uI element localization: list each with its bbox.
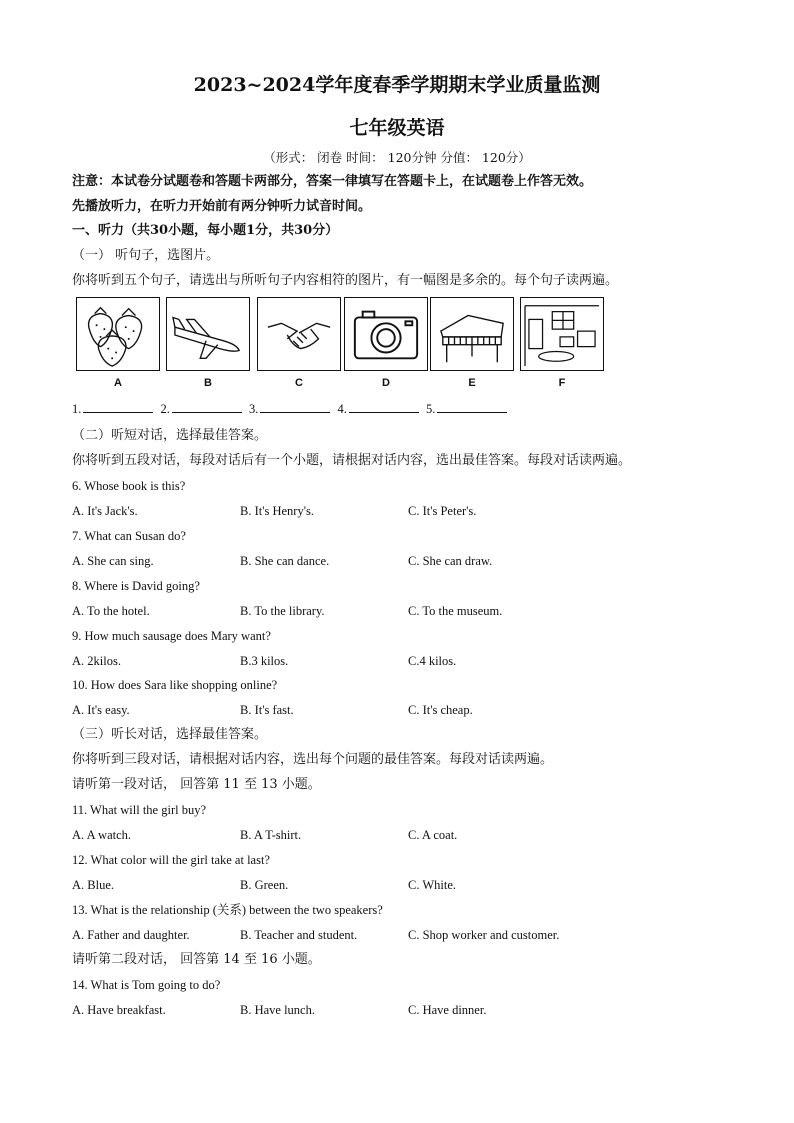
picture-label-b: B [204, 377, 212, 389]
handshake-icon [257, 297, 341, 371]
piano-icon [430, 297, 514, 371]
q13-option-c: C. Shop worker and customer. [408, 928, 560, 942]
exam-info: （形式： 闭卷 时间： 120分钟 分值： 120分） [263, 150, 531, 165]
q12-option-c: C. White. [408, 878, 457, 892]
q8-option-b: B. To the library. [240, 604, 325, 618]
picture-label-f: F [558, 377, 566, 389]
part1-instruction: 你将听到五个句子，请选出与所听句子内容相符的图片，有一幅图是多余的。每个句子读两遍。 [72, 273, 619, 288]
q9-option-c: C.4 kilos. [408, 654, 457, 668]
q12-option-a: A. Blue. [72, 878, 115, 892]
q7-option-b: B. She can dance. [240, 554, 330, 568]
q11-option-a: A. A watch. [72, 828, 132, 842]
question-7: 7. What can Susan do? [72, 529, 186, 543]
question-12: 12. What color will the girl take at last? [72, 853, 270, 867]
note-2: 先播放听力，在听力开始前有两分钟听力试音时间。 [72, 199, 372, 214]
part2-heading: （二）听短对话，选择最佳答案。 [72, 428, 268, 443]
q10-option-c: C. It's cheap. [408, 703, 473, 717]
blank-label-5: 5. [426, 402, 436, 416]
blank-label-3: 3. [249, 402, 259, 416]
blank-label-4: 4. [337, 402, 347, 416]
question-6: 6. Whose book is this? [72, 479, 186, 493]
q12-option-b: B. Green. [240, 878, 289, 892]
q9-option-b: B.3 kilos. [240, 654, 289, 668]
picture-options [76, 297, 606, 395]
dialogue-1-prompt: 请听第一段对话， 回答第 11 至 13 小题。 [72, 777, 321, 792]
question-13: 13. What is the relationship (关系) between the two speakers? [72, 903, 383, 917]
question-9: 9. How much sausage does Mary want? [72, 629, 271, 643]
q6-option-a: A. It's Jack's. [72, 504, 138, 518]
exam-title: 2023~2024学年度春季学期期末学业质量监测 [193, 74, 601, 96]
answer-blanks [72, 400, 511, 417]
q10-option-b: B. It's fast. [240, 703, 294, 717]
answer-blank-1[interactable] [83, 400, 153, 413]
airplane-icon [166, 297, 250, 371]
part2-instruction: 你将听到五段对话，每段对话后有一个小题，请根据对话内容，选出最佳答案。每段对话读两遍。 [72, 453, 632, 468]
part3-instruction: 你将听到三段对话，请根据对话内容，选出每个问题的最佳答案。每段对话读两遍。 [72, 752, 554, 767]
q10-option-a: A. It's easy. [72, 703, 130, 717]
blank-label-2: 2. [160, 402, 170, 416]
exam-subject: 七年级英语 [349, 117, 445, 139]
question-11: 11. What will the girl buy? [72, 803, 207, 817]
dialogue-2-prompt: 请听第二段对话， 回答第 14 至 16 小题。 [72, 952, 321, 967]
part1-heading: （一） 听句子，选图片。 [72, 248, 220, 263]
answer-blank-3[interactable] [260, 400, 330, 413]
q13-option-a: A. Father and daughter. [72, 928, 190, 942]
answer-blank-5[interactable] [437, 400, 507, 413]
q8-option-a: A. To the hotel. [72, 604, 150, 618]
q11-option-c: C. A coat. [408, 828, 458, 842]
q8-option-c: C. To the museum. [408, 604, 503, 618]
q9-option-a: A. 2kilos. [72, 654, 121, 668]
picture-label-c: C [295, 377, 303, 389]
part3-heading: （三）听长对话，选择最佳答案。 [72, 727, 268, 742]
question-14: 14. What is Tom going to do? [72, 978, 221, 992]
answer-blank-2[interactable] [172, 400, 242, 413]
q7-option-a: A. She can sing. [72, 554, 154, 568]
q7-option-c: C. She can draw. [408, 554, 493, 568]
q14-option-a: A. Have breakfast. [72, 1003, 166, 1017]
q11-option-b: B. A T-shirt. [240, 828, 302, 842]
blank-label-1: 1. [72, 402, 82, 416]
question-10: 10. How does Sara like shopping online? [72, 678, 278, 692]
room-icon [520, 297, 604, 371]
question-8: 8. Where is David going? [72, 579, 200, 593]
answer-blank-4[interactable] [349, 400, 419, 413]
picture-label-e: E [468, 377, 476, 389]
section-heading: 一、听力（共30小题，每小题1分，共30分） [72, 223, 339, 238]
picture-label-d: D [382, 377, 390, 389]
q13-option-b: B. Teacher and student. [240, 928, 358, 942]
q6-option-b: B. It's Henry's. [240, 504, 314, 518]
strawberries-icon [76, 297, 160, 371]
note-1: 注意：本试卷分试题卷和答题卡两部分，答案一律填写在答题卡上，在试题卷上作答无效。 [72, 174, 593, 189]
q14-option-b: B. Have lunch. [240, 1003, 315, 1017]
q14-option-c: C. Have dinner. [408, 1003, 487, 1017]
picture-label-a: A [114, 377, 122, 389]
camera-icon [344, 297, 428, 371]
q6-option-c: C. It's Peter's. [408, 504, 477, 518]
